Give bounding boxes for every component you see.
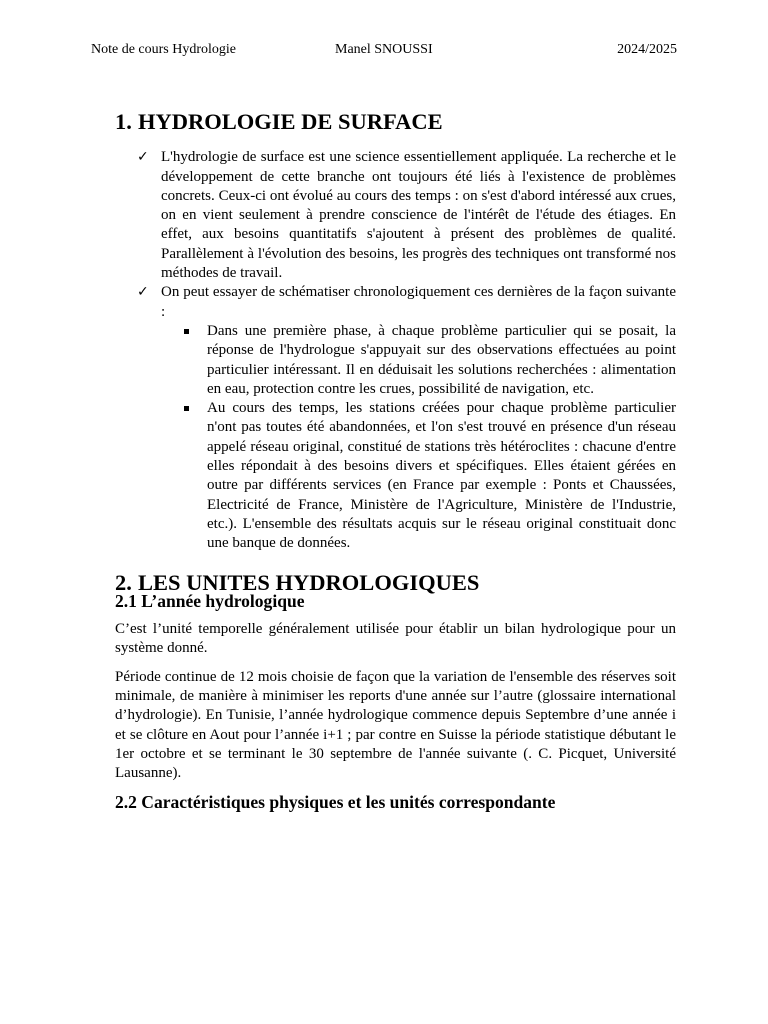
section-2-number: 2.: [115, 569, 132, 595]
sub-bullet-item-1-text: Dans une première phase, à chaque problème particulier qui se posait, la réponse de l'hydrologue s'appuyait sur des observations effectuées au point particulier intéressant. Il en déduisait les solutions recherchées : alimentation en eau, protection contre les crues, possibilité de navigation, etc.: [207, 322, 676, 397]
document-body: [115, 109, 676, 812]
paragraph-definition: C’est l’unité temporelle généralement utilisée pour établir un bilan hydrologique pour un système donné.: [115, 621, 676, 657]
section-1-number: 1.: [115, 109, 132, 134]
section-1-heading: [115, 109, 676, 134]
sub-bullet-list: [161, 322, 676, 554]
check-icon: ✓: [137, 284, 149, 301]
sub-bullet-item-2-text: Au cours des temps, les stations créées pour chaque problème particulier n'ont pas toutes été abandonnées, et l'on s'est trouvé en présence d'un réseau appelé réseau original, constitué de stations très hétéroclites : chacune d'entre elles répondait à des besoins divers et spécifiques. Elles étaient gérées en outre par différents services (en France par exemple : Ponts et Chaussées, Electricité de France, Ministère de l'Agriculture, Ministère de l'Industrie, etc.). L'ensemble des résultats acquis sur le réseau original constituait donc une banque de données.: [207, 400, 676, 552]
check-item-2-text: On peut essayer de schématiser chronologiquement ces dernières de la façon suivante :: [161, 284, 676, 320]
subsection-2-2-title: 2.2 Caractéristiques physiques et les unités correspondante: [115, 791, 556, 812]
sub-bullet-item-2: [207, 399, 676, 553]
section-2-title: LES UNITES HYDROLOGIQUES: [138, 569, 480, 595]
header-course-title: Note de cours Hydrologie: [91, 42, 237, 57]
subsection-2-1-title: 2.1 L’année hydrologique: [115, 590, 305, 611]
section-2-heading: [115, 569, 676, 595]
check-icon: ✓: [137, 149, 149, 166]
square-bullet-icon: [184, 329, 189, 334]
check-item-1: [137, 148, 676, 283]
page-header: [91, 42, 677, 62]
square-bullet-icon: [184, 406, 189, 411]
checklist: [115, 148, 676, 553]
header-year: 2024/2025: [617, 42, 677, 57]
section-1-title: HYDROLOGIE DE SURFACE: [138, 109, 443, 134]
paragraph-period: Période continue de 12 mois choisie de façon que la variation de l'ensemble des réserves soit minimale, de manière à minimiser les reports d'une année sur l’autre (glossaire international d’hydrologie). En Tunisie, l’année hydrologique commence depuis Septembre d’une année i et se clôture en Aout pour l’année i+1 ; par contre en Suisse la période statistique débutant le 1er octobre et se terminant le 30 septembre de l'année suivante (. C. Picquet, Université Lausanne).: [115, 668, 676, 782]
check-item-2: [137, 283, 676, 553]
sub-bullet-item-1: [207, 322, 676, 399]
check-item-1-text: L'hydrologie de surface est une science essentiellement appliquée. La recherche et le développement de cette branche ont toujours été liés à l'existence de problèmes concrets. Ceux-ci ont évolué au cours des temps : on s'est d'abord intéressé aux crues, on en vient seulement à prendre conscience de l'intérêt de l'étude des étiages. En effet, aux besoins quantitatifs s'ajoutent à présent des problèmes de qualité. Parallèlement à l'évolution des besoins, les progrès des techniques ont transformé nos méthodes de travail.: [161, 149, 676, 282]
header-author: Manel SNOUSSI: [335, 42, 433, 57]
